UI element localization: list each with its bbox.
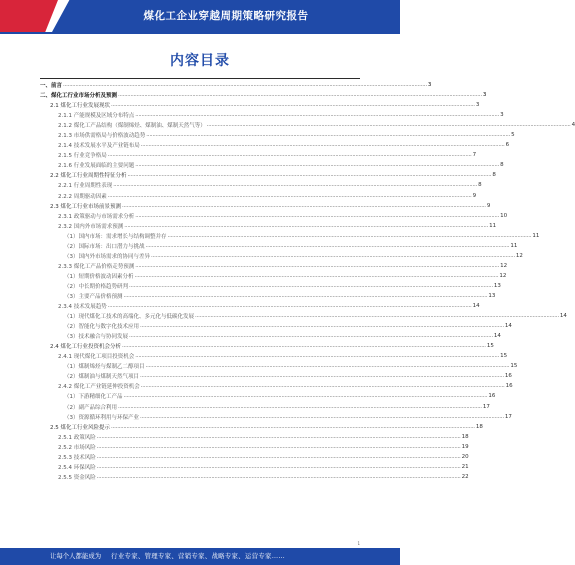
toc-entry-title: 2.5.2 市场风险 [58, 444, 96, 451]
toc-leader-dots [146, 363, 510, 369]
toc-leader-dots [97, 474, 461, 480]
toc-entry[interactable] [40, 291, 496, 301]
toc-entry-title: 2.1.5 行业竞争格局 [58, 153, 107, 160]
toc-entry-title: 2.1.3 市场供需格局与价格波动趋势 [58, 133, 146, 140]
toc-entry-page: 16 [504, 373, 512, 380]
toc-entry[interactable] [40, 371, 512, 381]
footer-slogan [50, 548, 285, 565]
toc-entry[interactable] [40, 432, 469, 442]
toc-entry[interactable] [40, 391, 496, 401]
toc-entry-title: （1）短期价格波动因素分析 [64, 273, 134, 280]
toc-entry-page: 8 [492, 172, 496, 179]
toc-entry-page: 14 [472, 303, 480, 310]
footer-slogan-lead: 让每个人都能成为 [50, 552, 102, 560]
toc-leader-dots [129, 333, 493, 339]
toc-entry-page: 15 [500, 353, 508, 360]
toc-entry-title: 一、前言 [40, 83, 63, 90]
toc-entry-title: （1）下游精细化工产品 [64, 394, 123, 401]
toc-leader-dots [118, 92, 482, 98]
toc-entry-title: 2.4.2 煤化工产业链延伸投资机会 [58, 384, 140, 391]
toc-entry-page: 9 [472, 192, 477, 199]
toc-entry-page: 13 [488, 293, 496, 299]
toc-leader-dots [111, 102, 475, 108]
report-title: 煤化工企业穿越周期策略研究报告 [143, 10, 309, 22]
toc-entry-page: 20 [461, 453, 469, 460]
footer-slogan-roles: 行业专家、管理专家、营销专家、战略专家、运营专家…… [111, 552, 286, 560]
toc-entry[interactable] [40, 100, 480, 110]
toc-entry[interactable] [40, 442, 469, 452]
toc-entry-title: 2.5.5 资金风险 [58, 474, 96, 481]
toc-entry-title: 2.1.2 煤化工产品结构（煤制烯烃、煤制油、煤制天然气等） [58, 123, 206, 130]
toc-entry[interactable] [40, 140, 510, 150]
toc-entry-title: 2.3.3 煤化工产品价格走势预测 [58, 263, 135, 270]
toc-entry-page: 9 [486, 202, 491, 209]
toc-leader-dots [135, 263, 499, 269]
toc-leader-dots [129, 283, 493, 289]
toc-entry-title: （3）资源循环利用与环保产业 [64, 414, 140, 421]
toc-leader-dots [118, 404, 482, 410]
toc-entry-page: 12 [500, 262, 508, 269]
toc-leader-dots [135, 112, 499, 118]
toc-leader-dots [97, 454, 461, 460]
toc-entry-title: （3）国内外市场需求的协同与差异 [64, 253, 151, 260]
toc-entry-title: 2.2 煤化工行业周期性特征分析 [50, 173, 127, 180]
toc-entry[interactable] [40, 251, 523, 261]
toc-entry-page: 22 [461, 473, 469, 480]
toc-leader-dots [207, 122, 571, 128]
toc-entry-page: 15 [486, 343, 494, 350]
toc-entry[interactable] [40, 90, 487, 100]
toc-leader-dots [124, 293, 488, 299]
toc-leader-dots [108, 193, 472, 199]
toc-entry[interactable] [40, 221, 497, 231]
toc-entry-page: 8 [478, 182, 482, 189]
toc-entry-title: 2.2.1 行业周期性表现 [58, 183, 113, 190]
toc-entry-page: 11 [532, 232, 540, 239]
toc-entry-page: 17 [482, 403, 490, 410]
toc-entry-title: 2.3.2 国内外市场需求预测 [58, 223, 124, 230]
toc-entry-title: （1）国内市场：需求增长与结构调整并存 [64, 233, 167, 240]
toc-entry[interactable] [40, 361, 518, 371]
toc-divider [40, 78, 360, 79]
toc-leader-dots [97, 434, 461, 440]
toc-entry[interactable] [40, 381, 513, 391]
toc-entry[interactable] [40, 321, 512, 331]
toc-entry[interactable] [40, 452, 469, 462]
toc-entry-page: 3 [427, 82, 432, 89]
toc-entry-page: 14 [504, 323, 512, 330]
toc-entry[interactable] [40, 180, 482, 190]
toc-entry[interactable] [40, 110, 504, 120]
toc-entry[interactable] [40, 402, 490, 412]
toc-entry-title: 2.2.2 周期驱动因素 [58, 193, 107, 200]
toc-entry-title: 2.1 煤化工行业发展现状 [50, 103, 110, 110]
toc-entry-page: 3 [482, 92, 487, 99]
toc-entry-title: 2.1.6 行业发展面临的主要问题 [58, 163, 135, 170]
toc-entry-page: 8 [500, 162, 504, 169]
toc-entry-title: （1）现代煤化工技术的高端化、多元化与低碳化发展 [64, 314, 195, 321]
toc-entry-page: 18 [475, 423, 483, 430]
toc-entry[interactable] [40, 341, 494, 351]
toc-entry[interactable] [40, 201, 491, 211]
toc-entry[interactable] [40, 271, 507, 281]
toc-leader-dots [122, 203, 486, 209]
toc-entry-title: 2.3.1 政策驱动与市场需求分析 [58, 213, 135, 220]
toc-entry[interactable] [40, 422, 483, 432]
toc-leader-dots [135, 162, 499, 168]
toc-entry[interactable] [40, 120, 575, 130]
toc-entry[interactable] [40, 472, 469, 482]
toc-leader-dots [140, 373, 504, 379]
toc-leader-dots [140, 414, 504, 420]
toc-leader-dots [97, 464, 461, 470]
toc-entry-title: 2.4.1 现代煤化工项目投资机会 [58, 354, 135, 361]
toc-entry-page: 13 [493, 282, 501, 289]
toc-entry[interactable] [40, 412, 512, 422]
toc-entry-title: （3）主要产品价格预测 [64, 294, 123, 300]
toc-leader-dots [124, 393, 488, 399]
toc-leader-dots [151, 253, 515, 259]
toc-entry-title: 2.5.1 政策风险 [58, 434, 96, 441]
toc-leader-dots [146, 243, 510, 249]
toc-entry-page: 3 [475, 102, 480, 109]
toc-entry-page: 11 [489, 222, 497, 229]
toc-leader-dots [108, 303, 472, 309]
toc-entry[interactable] [40, 281, 501, 291]
toc-heading: 内容目录 [170, 53, 230, 69]
toc-entry[interactable] [40, 80, 432, 90]
header-divider [0, 32, 400, 34]
toc-entry-title: （2）国际市场：出口潜力与挑战 [64, 243, 145, 250]
toc-entry-page: 16 [488, 393, 496, 400]
toc-entry-title: （2）煤制油与煤制天然气项目 [64, 374, 140, 381]
toc-leader-dots [141, 383, 505, 389]
toc-entry[interactable] [40, 261, 508, 271]
toc-entry-title: 二、煤化工行业市场分析及预测 [40, 93, 118, 100]
header-red-accent [0, 0, 58, 32]
toc-entry[interactable] [40, 301, 480, 311]
toc-entry-page: 21 [461, 463, 469, 470]
toc-entry-title: 2.5.3 技术风险 [58, 454, 96, 461]
toc-entry-page: 10 [500, 212, 508, 219]
toc-entry-title: 2.1.4 技术发展水平及产业链布局 [58, 143, 140, 150]
toc-leader-dots [128, 172, 492, 178]
toc-entry-page: 18 [461, 433, 469, 440]
toc-entry[interactable] [40, 462, 469, 472]
table-of-contents [40, 80, 575, 482]
page-number: 1 [357, 541, 360, 546]
toc-leader-dots [111, 424, 475, 430]
toc-leader-dots [108, 152, 472, 158]
toc-entry-page: 19 [461, 443, 469, 450]
toc-entry[interactable] [40, 191, 477, 201]
toc-entry-title: 2.3 煤化工行业市场前景预测 [50, 203, 121, 210]
toc-entry-page: 5 [511, 132, 515, 139]
toc-leader-dots [168, 233, 532, 239]
toc-entry-title: （2）中长期价格趋势研判 [64, 283, 129, 290]
toc-entry-title: 2.5 煤化工行业风险提示 [50, 424, 110, 431]
toc-entry-title: （2）副产品综合利用 [64, 404, 117, 411]
toc-leader-dots [124, 223, 488, 229]
toc-entry[interactable] [40, 150, 477, 160]
toc-leader-dots [63, 82, 427, 88]
toc-leader-dots [135, 213, 499, 219]
toc-leader-dots [140, 323, 504, 329]
toc-entry-title: （1）煤制烯烃与煤制乙二醇项目 [64, 364, 145, 371]
toc-entry-page: 14 [493, 333, 501, 340]
toc-entry[interactable] [40, 241, 518, 251]
toc-entry[interactable] [40, 170, 496, 180]
toc-leader-dots [122, 343, 486, 349]
toc-entry-page: 6 [505, 142, 510, 149]
toc-entry[interactable] [40, 211, 508, 221]
toc-entry-page: 17 [504, 413, 512, 420]
toc-entry-page: 12 [499, 272, 507, 279]
toc-leader-dots [146, 132, 510, 138]
toc-entry-title: 2.3.4 技术发展趋势 [58, 304, 107, 311]
toc-entry[interactable] [40, 130, 515, 140]
toc-leader-dots [113, 182, 477, 188]
toc-leader-dots [141, 142, 505, 148]
toc-entry-title: 2.5.4 环保风险 [58, 464, 96, 471]
toc-leader-dots [135, 353, 499, 359]
toc-entry-page: 11 [510, 242, 518, 249]
toc-entry[interactable] [40, 311, 567, 321]
toc-leader-dots [195, 313, 559, 319]
toc-entry-title: 2.1.1 产能规模及区域分布特点 [58, 113, 135, 120]
toc-entry[interactable] [40, 351, 508, 361]
toc-entry-page: 16 [505, 383, 513, 390]
toc-entry-page: 12 [515, 252, 523, 259]
toc-entry-page: 7 [472, 152, 477, 159]
toc-entry-page: 3 [500, 112, 504, 119]
toc-leader-dots [97, 444, 461, 450]
toc-entry-page: 15 [510, 363, 518, 370]
toc-entry-page: 14 [559, 313, 567, 320]
toc-entry[interactable] [40, 331, 501, 341]
toc-entry[interactable] [40, 160, 504, 170]
toc-entry-title: （2）智能化与数字化技术应用 [64, 324, 140, 331]
toc-entry[interactable] [40, 231, 540, 241]
toc-leader-dots [135, 273, 499, 279]
toc-entry-title: （3）技术融合与协同发展 [64, 334, 129, 341]
toc-entry-title: 2.4 煤化工行业投资机会分析 [50, 344, 121, 351]
toc-entry-page: 4 [571, 122, 575, 129]
